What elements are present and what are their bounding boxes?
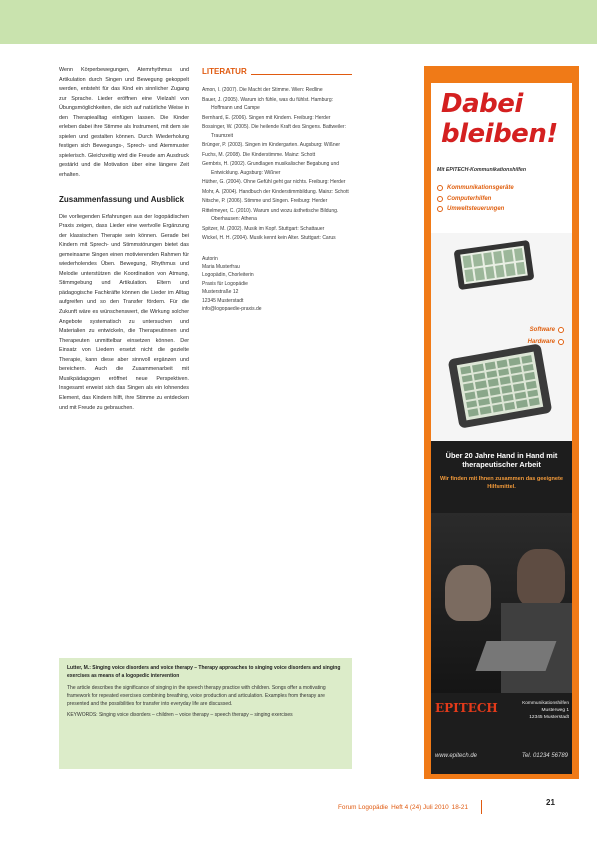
author-line: Praxis für Logopädie [202, 280, 248, 287]
reference-item: Amon, I. (2007). Die Macht der Stimme. Wien: Redline [202, 87, 323, 93]
communication-device-icon [454, 240, 535, 290]
ad-slogan-line1: Dabei [441, 89, 523, 119]
top-color-band [0, 0, 597, 44]
laptop-icon [476, 641, 557, 671]
reference-item: Bernhard, E. (2006). Singen mit Kindern. Freiburg: Herder [202, 114, 331, 121]
reference-item: Gembris, H. (2002). Grundlagen musikalischer Begabung und Entwicklung. Augsburg: Wißner [202, 161, 340, 176]
summary-paragraph: Die vorliegenden Erfahrungen aus der logopädischen Praxis zeigen, dass Lieder eine wertvolle Ergänzung der klassischen Therapie sein können. Gerade bei Kindern mit Sprech- und Stimmstörungen bietet das gemeinsame Singen einen motivierenden Rahmen für wiederholendes Üben. Bewegung, Rhythmus und Melodie unterstützen die Koordination von Atmung, Stimmgebung und Artikulation. Eltern und pädagogische Fachkräfte können die Lieder im Alltag aufgreifen und so den Transfer fördern. Für die Zukunft wäre es wünschenswert, die Wirkung solcher Angebote systematisch zu untersuchen und Materialien zu entwickeln, die Therapeutinnen und Therapeuten unmittelbar einsetzen können. Der Einsatz von Liedern ersetzt nicht die gezielte Therapie, kann diese aber sinnvoll ergänzen und bereichern. Auch die Zusammenarbeit mit Musikpädagogen eröffnet neue Perspektiven. Insgesamt erweist sich das Singen als ein lohnendes Element, das Kindern hilft, ihre Stimme zu entdecken und mit Freude zu gebrauchen. [59, 213, 189, 411]
section-heading-summary: Zusammenfassung und Ausblick [59, 194, 185, 204]
ad-url-link[interactable]: www.epitech.de [435, 753, 478, 759]
left-text-column [59, 66, 189, 413]
reference-item: Spitzer, M. (2002). Musik im Kopf. Stuttgart: Schattauer [202, 225, 325, 232]
ad-inner-panel [431, 83, 572, 774]
brand-logo: EPITECH [435, 701, 498, 715]
bullet-circle-icon [558, 339, 564, 345]
reference-item: Hüther, G. (2004). Ohne Gefühl geht gar nichts. Freiburg: Herder [202, 179, 346, 185]
reference-item: Brünger, P. (2003). Singen im Kindergarten. Augsburg: Wißner [202, 142, 341, 148]
reference-list [202, 86, 352, 243]
ad-label-software: Software [530, 327, 564, 333]
author-line: Musterstraße 12 [202, 289, 239, 296]
ad-subline: Wir finden mit Ihnen zusammen das geeignete Hilfsmittel. [439, 476, 564, 490]
abstract-keywords: KEYWORDS: Singing voice disorders – children – voice therapy – speech therapy – singing exercises [67, 712, 293, 719]
tablet-device-icon [448, 343, 553, 428]
ad-tagline: Mit EPITECH-Kommunikationshilfen [437, 167, 527, 173]
reference-item: Fuchs, M. (2008). Die Kinderstimme. Mainz: Schott [202, 151, 316, 158]
author-line: info@logopaedie-praxis.de [202, 305, 262, 312]
reference-item: Nitsche, P. (2006). Stimme und Singen. Freiburg: Herder [202, 198, 328, 204]
footer-pages: 18-21 [451, 803, 469, 811]
ad-headline: Über 20 Jahre Hand in Hand mit therapeutischer Arbeit [445, 451, 558, 469]
bullet-circle-icon [437, 206, 443, 212]
ad-slogan [441, 89, 558, 149]
reference-item: Bossinger, W. (2005). Die heilende Kraft des Singens. Battweiler: Traumzeit [202, 124, 346, 139]
ad-bullet: Umweltsteuerungen [437, 204, 514, 215]
ad-label-hardware: Hardware [528, 339, 564, 345]
literature-heading-text: LITERATUR [202, 67, 247, 76]
author-line: Maria Musterfrau [202, 263, 240, 270]
ad-photo [431, 513, 572, 693]
page-number: 21 [546, 798, 555, 807]
author-line: 12345 Musterstadt [202, 297, 244, 304]
ad-bullet: Computerhilfen [437, 194, 514, 205]
reference-item: Rittelmeyer, C. (2010). Warum und wozu ästhetische Bildung. Oberhausen: Athena [202, 207, 339, 222]
page-footer [338, 800, 482, 814]
ad-top-panel [431, 83, 572, 233]
abstract-title: Lutter, M.: Singing voice disorders and voice therapy – Therapy approaches to singing voice disorders and singing exercises as means of a logopedic intervention [67, 665, 341, 680]
author-label: Autorin [202, 255, 218, 262]
ad-slogan-line2: bleiben! [441, 119, 558, 149]
reference-item: Bauer, J. (2005). Warum ich fühle, was du fühlst. Hamburg: Hoffmann und Campe [202, 96, 333, 111]
footer-journal: Forum Logopädie [338, 803, 389, 811]
bullet-circle-icon [437, 185, 443, 191]
reference-item: Wickel, H. H. (2004). Musik kennt kein Alter. Stuttgart: Carus [202, 235, 336, 241]
reference-item: Mohr, A. (2004). Handbuch der Kinderstimmbildung. Mainz: Schott [202, 188, 349, 195]
advertisement[interactable] [424, 66, 579, 779]
literature-heading [202, 66, 352, 78]
bullet-circle-icon [558, 327, 564, 333]
footer-issue: Heft 4 (24) Juli 2010 [391, 803, 449, 811]
english-abstract-box [59, 658, 352, 769]
ad-contact: Kommunikationshilfen Musterweg 1 12345 Musterstadt [522, 701, 569, 720]
person-icon [445, 565, 491, 621]
heading-rule [251, 74, 352, 75]
ad-bullet: Kommunikationsgeräte [437, 183, 514, 194]
person-icon [517, 549, 565, 607]
bullet-circle-icon [437, 196, 443, 202]
ad-bullet-list [437, 183, 514, 215]
footer-divider [481, 800, 482, 814]
ad-device-image [431, 233, 572, 441]
author-lines [202, 263, 352, 313]
author-address [202, 255, 352, 314]
literature-column [202, 66, 352, 313]
abstract-body: The article describes the significance of singing in the speech therapy practice with children. Songs offer a motivating framework for repeated exercises combining breathing, voice production and articulation. Examples from therapy are presented and the possibilities for transfer into everyday life are discussed. [67, 684, 326, 708]
ad-logo-bar [431, 695, 572, 774]
author-line: Logopädin, Chorleiterin [202, 272, 254, 279]
ad-phone: Tel. 01234 56789 [521, 753, 568, 759]
intro-paragraph: Wenn Körperbewegungen, Atemrhythmus und Artikulation durch Singen und Bewegung gekoppelt werden, entsteht für das Kind ein sinnlicher Zugang zur Sprache. Lieder eröffnen eine Vielzahl von Übungsmöglichkeiten, die sich auf natürliche Weise in den Therapiealltag einfügen lassen. Die Kinder erleben dabei ihre Stimme als Instrument, mit dem sie spielen und gestalten können. Durch Wiederholung festigen sich Bewegungs-, Sprech- und Atemmuster spielerisch. Gleichzeitig wird die Freude am Ausdruck gestärkt und die Motivation über eine längere Zeit erhalten. [59, 67, 189, 179]
